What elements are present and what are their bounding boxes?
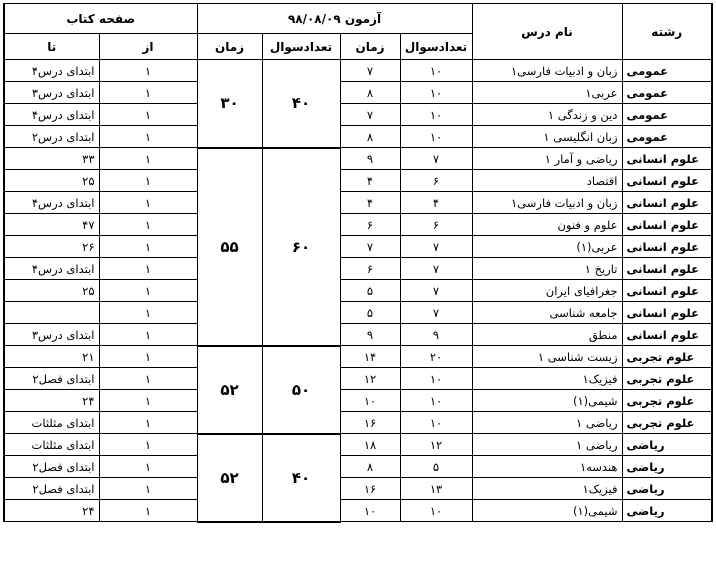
course-name-cell: زیست شناسی ۱: [472, 346, 622, 368]
course-name-cell: زبان و ادبیات فارسی۱: [472, 192, 622, 214]
header-time: زمان: [340, 34, 400, 60]
page-from-cell: ۱: [99, 126, 197, 148]
table-row: [4, 148, 712, 170]
question-count-cell: ۱۰: [400, 412, 472, 434]
question-count-cell: ۷: [400, 302, 472, 324]
page-to-cell: ۲۵: [4, 280, 99, 302]
page-to-cell: ابتدای فصل۲: [4, 456, 99, 478]
time-cell: ۸: [340, 126, 400, 148]
time-cell: ۴: [340, 192, 400, 214]
table-row: [4, 390, 712, 412]
table-row: [4, 500, 712, 522]
table-body: [4, 60, 712, 522]
field-cell: علوم تجربی: [622, 412, 712, 434]
page-to-cell: ۲۴: [4, 500, 99, 522]
time-cell: ۶: [340, 214, 400, 236]
group-total-time-cell: ۵۲: [197, 434, 262, 522]
table-row: [4, 170, 712, 192]
course-name-cell: جامعه شناسی: [472, 302, 622, 324]
course-name-cell: هندسه۱: [472, 456, 622, 478]
field-cell: عمومی: [622, 82, 712, 104]
question-count-cell: ۶: [400, 170, 472, 192]
course-name-cell: عربی۱: [472, 82, 622, 104]
field-cell: عمومی: [622, 126, 712, 148]
question-count-cell: ۷: [400, 148, 472, 170]
header-exam-title: آزمون ۹۸/۰۸/۰۹: [197, 4, 472, 34]
page-from-cell: ۱: [99, 324, 197, 346]
table-row: [4, 368, 712, 390]
question-count-cell: ۱۰: [400, 500, 472, 522]
course-name-cell: ریاضی ۱: [472, 434, 622, 456]
table-row: [4, 434, 712, 456]
page-to-cell: ابتدای مثلثات: [4, 412, 99, 434]
field-cell: ریاضی: [622, 434, 712, 456]
field-cell: عمومی: [622, 104, 712, 126]
field-cell: علوم انسانی: [622, 258, 712, 280]
page-from-cell: ۱: [99, 170, 197, 192]
time-cell: ۱۲: [340, 368, 400, 390]
page-to-cell: ابتدای درس۴: [4, 104, 99, 126]
group-total-questions-cell: ۴۰: [262, 60, 340, 148]
question-count-cell: ۵: [400, 456, 472, 478]
page-from-cell: ۱: [99, 302, 197, 324]
table-row: [4, 302, 712, 324]
group-total-questions-cell: ۴۰: [262, 434, 340, 522]
table-row: [4, 258, 712, 280]
time-cell: ۷: [340, 236, 400, 258]
page-to-cell: ۲۶: [4, 236, 99, 258]
time-cell: ۶: [340, 258, 400, 280]
header-course-name: نام درس: [472, 4, 622, 60]
question-count-cell: ۱۲: [400, 434, 472, 456]
course-name-cell: اقتصاد: [472, 170, 622, 192]
question-count-cell: ۱۰: [400, 368, 472, 390]
header-field: رشته: [622, 4, 712, 60]
course-name-cell: منطق: [472, 324, 622, 346]
time-cell: ۹: [340, 324, 400, 346]
page-to-cell: ابتدای درس۴: [4, 192, 99, 214]
group-total-questions-cell: ۶۰: [262, 148, 340, 346]
page-to-cell: ابتدای درس۴: [4, 258, 99, 280]
header-question-count: تعدادسوال: [400, 34, 472, 60]
page-from-cell: ۱: [99, 82, 197, 104]
page-to-cell: ۴۷: [4, 214, 99, 236]
course-name-cell: جغرافیای ایران: [472, 280, 622, 302]
table-row: [4, 126, 712, 148]
field-cell: علوم انسانی: [622, 148, 712, 170]
field-cell: علوم انسانی: [622, 324, 712, 346]
course-name-cell: شیمی(۱): [472, 390, 622, 412]
course-name-cell: زبان و ادبیات فارسی۱: [472, 60, 622, 82]
page-to-cell: ابتدای درس۳: [4, 82, 99, 104]
question-count-cell: ۷: [400, 236, 472, 258]
page-from-cell: ۱: [99, 500, 197, 522]
table-row: [4, 60, 712, 82]
header-from: از: [99, 34, 197, 60]
page-from-cell: ۱: [99, 60, 197, 82]
field-cell: علوم تجربی: [622, 368, 712, 390]
time-cell: ۵: [340, 302, 400, 324]
table-row: [4, 478, 712, 500]
question-count-cell: ۶: [400, 214, 472, 236]
question-count-cell: ۷: [400, 258, 472, 280]
question-count-cell: ۴: [400, 192, 472, 214]
page-from-cell: ۱: [99, 478, 197, 500]
group-total-time-cell: ۳۰: [197, 60, 262, 148]
time-cell: ۹: [340, 148, 400, 170]
field-cell: ریاضی: [622, 500, 712, 522]
table-row: [4, 214, 712, 236]
table-row: [4, 456, 712, 478]
page-to-cell: ابتدای درس۴: [4, 60, 99, 82]
field-cell: ریاضی: [622, 478, 712, 500]
time-cell: ۴: [340, 170, 400, 192]
field-cell: عمومی: [622, 60, 712, 82]
course-name-cell: ریاضی ۱: [472, 412, 622, 434]
field-cell: علوم تجربی: [622, 346, 712, 368]
field-cell: علوم انسانی: [622, 170, 712, 192]
course-name-cell: دین و زندگی ۱: [472, 104, 622, 126]
course-name-cell: شیمی(۱): [472, 500, 622, 522]
time-cell: ۱۰: [340, 500, 400, 522]
page-to-cell: ابتدای درس۳: [4, 324, 99, 346]
page-to-cell: [4, 302, 99, 324]
page-to-cell: ۲۴: [4, 390, 99, 412]
page-from-cell: ۱: [99, 104, 197, 126]
question-count-cell: ۲۰: [400, 346, 472, 368]
course-name-cell: فیزیک۱: [472, 368, 622, 390]
table-row: [4, 236, 712, 258]
field-cell: ریاضی: [622, 456, 712, 478]
time-cell: ۵: [340, 280, 400, 302]
table-row: [4, 324, 712, 346]
exam-schedule-table: [3, 3, 713, 523]
group-total-time-cell: ۵۲: [197, 346, 262, 434]
field-cell: علوم انسانی: [622, 192, 712, 214]
question-count-cell: ۱۰: [400, 390, 472, 412]
field-cell: علوم انسانی: [622, 214, 712, 236]
time-cell: ۱۰: [340, 390, 400, 412]
page-to-cell: ۲۱: [4, 346, 99, 368]
course-name-cell: عربی(۱): [472, 236, 622, 258]
time-cell: ۱۴: [340, 346, 400, 368]
page-to-cell: ۳۳: [4, 148, 99, 170]
table-row: [4, 82, 712, 104]
field-cell: علوم انسانی: [622, 280, 712, 302]
table-row: [4, 412, 712, 434]
time-cell: ۸: [340, 456, 400, 478]
time-cell: ۷: [340, 104, 400, 126]
header-total-question-count: تعدادسوال: [262, 34, 340, 60]
page-to-cell: ابتدای فصل۲: [4, 478, 99, 500]
time-cell: ۷: [340, 60, 400, 82]
question-count-cell: ۱۰: [400, 104, 472, 126]
page-from-cell: ۱: [99, 148, 197, 170]
page-to-cell: ابتدای مثلثات: [4, 434, 99, 456]
page-to-cell: ابتدای فصل۲: [4, 368, 99, 390]
page-from-cell: ۱: [99, 280, 197, 302]
field-cell: علوم انسانی: [622, 236, 712, 258]
page-from-cell: ۱: [99, 236, 197, 258]
header-to: تا: [4, 34, 99, 60]
group-total-time-cell: ۵۵: [197, 148, 262, 346]
table-row: [4, 280, 712, 302]
question-count-cell: ۱۰: [400, 60, 472, 82]
question-count-cell: ۱۳: [400, 478, 472, 500]
page-from-cell: ۱: [99, 434, 197, 456]
time-cell: ۱۶: [340, 478, 400, 500]
page-to-cell: ابتدای درس۲: [4, 126, 99, 148]
question-count-cell: ۱۰: [400, 126, 472, 148]
table-row: [4, 104, 712, 126]
course-name-cell: تاریخ ۱: [472, 258, 622, 280]
field-cell: علوم انسانی: [622, 302, 712, 324]
page-from-cell: ۱: [99, 346, 197, 368]
page-from-cell: ۱: [99, 456, 197, 478]
table-row: [4, 192, 712, 214]
question-count-cell: ۷: [400, 280, 472, 302]
page-from-cell: ۱: [99, 192, 197, 214]
page-from-cell: ۱: [99, 368, 197, 390]
page-from-cell: ۱: [99, 258, 197, 280]
time-cell: ۸: [340, 82, 400, 104]
time-cell: ۱۶: [340, 412, 400, 434]
page-from-cell: ۱: [99, 412, 197, 434]
question-count-cell: ۹: [400, 324, 472, 346]
page-to-cell: ۲۵: [4, 170, 99, 192]
table-row: [4, 346, 712, 368]
header-book-pages: صفحه کتاب: [4, 4, 197, 34]
course-name-cell: علوم و فنون: [472, 214, 622, 236]
header-row-top: [4, 4, 712, 34]
question-count-cell: ۱۰: [400, 82, 472, 104]
course-name-cell: زبان انگلیسی ۱: [472, 126, 622, 148]
field-cell: علوم تجربی: [622, 390, 712, 412]
time-cell: ۱۸: [340, 434, 400, 456]
page-from-cell: ۱: [99, 390, 197, 412]
course-name-cell: ریاضی و آمار ۱: [472, 148, 622, 170]
header-total-time: زمان: [197, 34, 262, 60]
course-name-cell: فیزیک۱: [472, 478, 622, 500]
group-total-questions-cell: ۵۰: [262, 346, 340, 434]
page-from-cell: ۱: [99, 214, 197, 236]
